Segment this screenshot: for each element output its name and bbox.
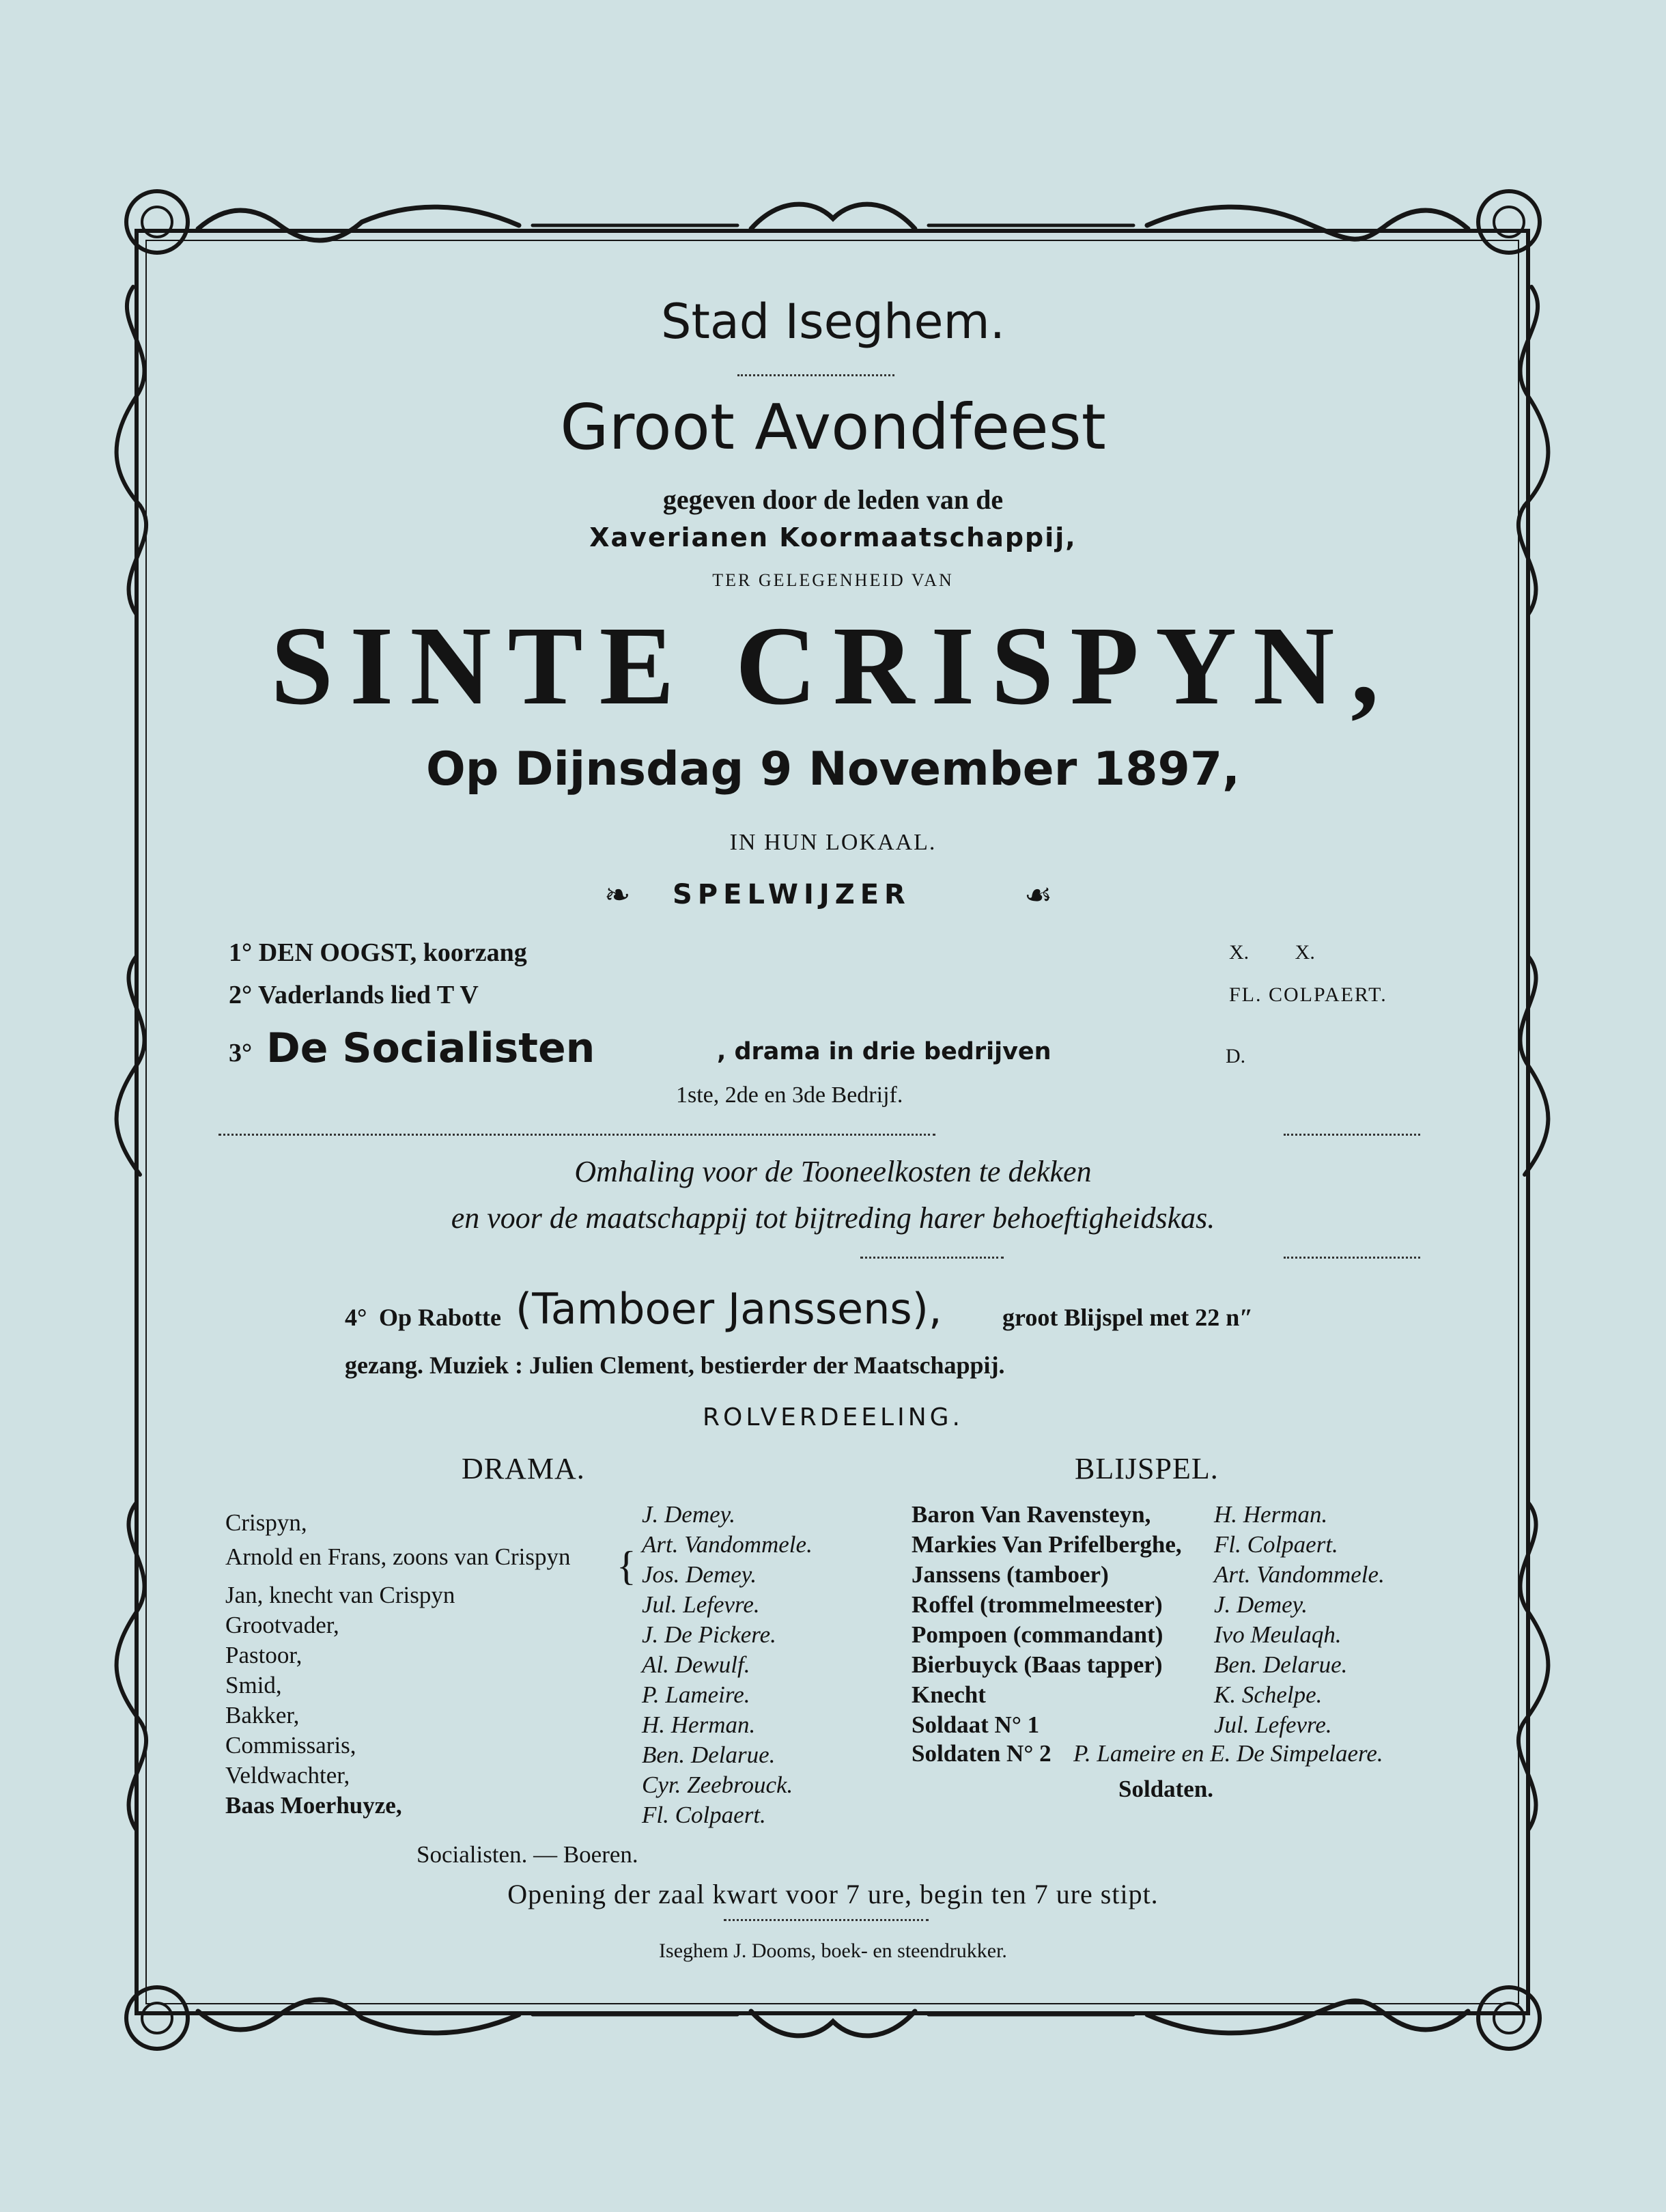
divider (860, 1257, 1004, 1259)
actor: Ben. Delarue. (642, 1741, 776, 1768)
role: Roffel (trommelmeester) (912, 1591, 1163, 1618)
actor: Art. Vandommele. (642, 1531, 813, 1558)
program-item-3-suffix: , drama in drie bedrijven (717, 1038, 1051, 1065)
role: Janssens (tamboer) (912, 1561, 1109, 1588)
role: Baas Moerhuyze, (225, 1792, 402, 1819)
divider (724, 1919, 929, 1921)
actor: Ben. Delarue. (1214, 1651, 1348, 1678)
ornament-left-icon: ❧ (604, 878, 631, 912)
blijspel-footer: Soldaten. (1118, 1776, 1214, 1802)
cast-heading: ROLVERDEELING. (703, 1403, 963, 1431)
program-item-2-credit: FL. COLPAERT. (1229, 983, 1387, 1006)
actor: J. Demey. (642, 1501, 736, 1528)
program-item-4-line-2: gezang. Muziek : Julien Clement, bestierder der Maatschappij. (345, 1352, 1005, 1379)
blijspel-actors (1214, 1500, 1473, 1740)
blijspel-heading: BLIJSPEL. (1075, 1452, 1219, 1485)
divider (1284, 1134, 1420, 1136)
program-item-2: 2° Vaderlands lied T V (229, 981, 479, 1009)
actor: Jos. Demey. (642, 1561, 757, 1588)
actor: Ivo Meulaqh. (1214, 1621, 1342, 1648)
event-title: Groot Avondfeest (560, 391, 1106, 464)
given-by-line: gegeven door de leden van de (662, 484, 1004, 515)
actor: J. Demey. (1214, 1591, 1308, 1618)
program-heading: SPELWIJZER (673, 879, 911, 910)
city-title: Stad Iseghem. (661, 294, 1005, 350)
program-item-3-credit: D. (1226, 1045, 1246, 1067)
saint-title: SINTE CRISPYN, (270, 603, 1396, 728)
drama-actors (642, 1500, 929, 1830)
drama-acts: 1ste, 2de en 3de Bedrijf. (676, 1082, 903, 1108)
collection-line-1: Omhaling voor de Tooneelkosten te dekken (574, 1155, 1092, 1188)
program-item-1-credit: X. X. (1229, 941, 1315, 964)
role: Veldwachter, (225, 1762, 350, 1789)
society-name: Xaverianen Koormaatschappij, (589, 522, 1077, 552)
actor: K. Schelpe. (1214, 1681, 1323, 1708)
blijspel-roles (912, 1500, 1239, 1740)
ornament-right-icon: ☙ (1024, 878, 1053, 912)
actor: Cyr. Zeebrouck. (642, 1772, 793, 1798)
role: Markies Van Prifelberghe, (912, 1531, 1182, 1558)
divider (218, 1134, 935, 1136)
role: Soldaten N° 2 (912, 1740, 1051, 1767)
occasion-intro: TER GELEGENHEID VAN (712, 570, 954, 590)
role: Smid, (225, 1672, 282, 1698)
collection-line-2: en voor de maatschappij tot bijtreding harer behoeftigheidskas. (451, 1201, 1215, 1235)
role: Arnold en Frans, zoons van Crispyn (225, 1543, 571, 1570)
location: IN HUN LOKAAL. (729, 830, 937, 855)
role: Bierbuyck (Baas tapper) (912, 1651, 1163, 1678)
actor: Art. Vandommele. (1214, 1561, 1385, 1588)
role: Jan, knecht van Crispyn (225, 1582, 455, 1608)
program-item-4-title: (Tamboer Janssens), (516, 1284, 942, 1334)
role: Crispyn, (225, 1509, 307, 1536)
actor: Fl. Colpaert. (642, 1802, 766, 1828)
role: Baron Van Ravensteyn, (912, 1501, 1151, 1528)
program-item-4-number: 4° (345, 1304, 367, 1331)
drama-roles (225, 1508, 635, 1821)
event-date: Op Dijnsdag 9 November 1897, (425, 742, 1241, 796)
divider (737, 374, 894, 376)
role: Grootvader, (225, 1612, 339, 1638)
drama-footer: Socialisten. — Boeren. (416, 1841, 638, 1868)
program-item-4-pre: Op Rabotte (379, 1304, 501, 1331)
soldaten-actors: P. Lameire en E. De Simpelaere. (1073, 1740, 1383, 1767)
program-item-3-number: 3° (229, 1039, 253, 1067)
actor: J. De Pickere. (642, 1621, 776, 1648)
drama-heading: DRAMA. (462, 1452, 585, 1485)
role: Commissaris, (225, 1732, 356, 1759)
actor: Jul. Lefevre. (1214, 1711, 1332, 1738)
printer-credit: Iseghem J. Dooms, boek- en steendrukker. (659, 1940, 1007, 1962)
program-item-4-post: groot Blijspel met 22 n″ (1002, 1304, 1254, 1331)
actor: H. Herman. (1214, 1501, 1328, 1528)
role: Soldaat N° 1 (912, 1711, 1040, 1738)
brace: { (617, 1543, 636, 1588)
actor: Jul. Lefevre. (642, 1591, 760, 1618)
actor: Al. Dewulf. (642, 1651, 750, 1678)
role: Bakker, (225, 1702, 300, 1728)
actor: H. Herman. (642, 1711, 756, 1738)
role: Pastoor, (225, 1642, 302, 1668)
actor: Fl. Colpaert. (1214, 1531, 1338, 1558)
divider (1284, 1257, 1420, 1259)
actor: P. Lameire. (642, 1681, 750, 1708)
program-item-1: 1° DEN OOGST, koorzang (229, 938, 527, 967)
opening-times: Opening der zaal kwart voor 7 ure, begin ten 7 ure stipt. (507, 1879, 1159, 1909)
program-item-3-title: De Socialisten (266, 1024, 595, 1072)
role: Pompoen (commandant) (912, 1621, 1163, 1648)
role: Knecht (912, 1681, 986, 1708)
